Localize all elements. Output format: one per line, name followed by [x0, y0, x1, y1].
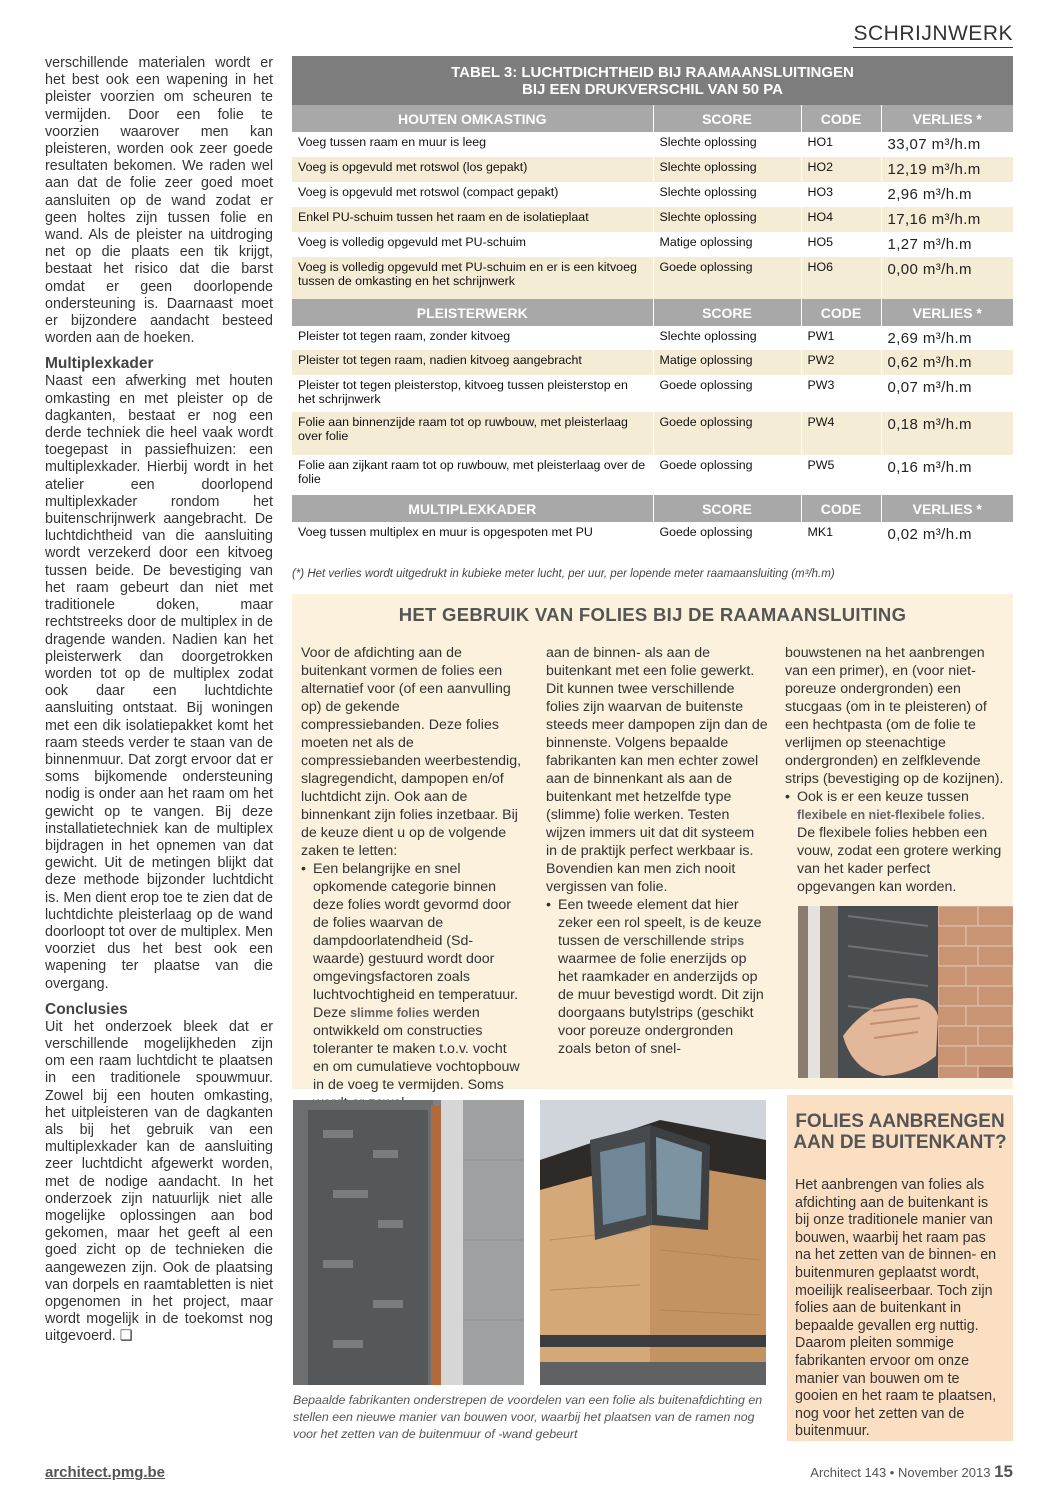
body-paragraph: verschillende materialen wordt er het best ook een wapening in het pleister voorzien om scheuren te vermijden. Door een folie te voorzien waarover men kan pleisteren, worden ook zeer goede resultaten bekomen. We raden wel aan dat de folie zeer goed moet aansluiten op de wand zodat er geen holtes zijn tussen folie en wand. Als de pleister na uitdroging net op die plaats een tik krijgt, bestaat het risico dat die barst omdat er geen doorlopende ondersteuning is. Daarnaast moet er bijzondere aandacht besteed worden aan de hoeken. — [45, 55, 273, 347]
row-loss: 0,00 m³/h.m — [881, 257, 1013, 299]
table-header-cell: CODE — [801, 105, 881, 132]
table-section-header — [292, 495, 1013, 522]
row-loss: 17,16 m³/h.m — [881, 207, 1013, 232]
row-loss: 0,02 m³/h.m — [881, 522, 1013, 546]
table-title-line2: BIJ EEN DRUKVERSCHIL VAN 50 PA — [522, 80, 783, 98]
row-loss: 12,19 m³/h.m — [881, 157, 1013, 182]
row-code: PW4 — [801, 412, 881, 455]
row-score: Goede oplossing — [653, 412, 801, 455]
page-number: 15 — [994, 1462, 1013, 1481]
row-code: PW5 — [801, 455, 881, 495]
table-section-header — [292, 299, 1013, 326]
folies-sidebar — [292, 594, 1013, 1093]
row-description: Folie aan binnenzijde raam tot op ruwbouw, met pleisterlaag over folie — [292, 412, 653, 455]
row-code: PW2 — [801, 350, 881, 375]
row-description: Voeg tussen multiplex en muur is opgespoten met PU — [292, 522, 653, 546]
table-header-cell: VERLIES * — [881, 495, 1013, 522]
table-row — [292, 182, 1013, 207]
sidebar-column-3 — [785, 644, 1007, 896]
left-column — [45, 55, 273, 1346]
foil-window-photo — [293, 1100, 524, 1385]
row-score: Slechte oplossing — [653, 207, 801, 232]
row-loss: 0,18 m³/h.m — [881, 412, 1013, 455]
row-code: HO3 — [801, 182, 881, 207]
table-row — [292, 326, 1013, 350]
foil-hand-photo — [798, 906, 1013, 1078]
table-row — [292, 257, 1013, 299]
table-header-cell: CODE — [801, 495, 881, 522]
row-loss: 2,96 m³/h.m — [881, 182, 1013, 207]
row-code: HO1 — [801, 132, 881, 157]
table-row — [292, 207, 1013, 232]
row-score: Matige oplossing — [653, 232, 801, 257]
row-code: PW3 — [801, 375, 881, 412]
row-loss: 0,16 m³/h.m — [881, 455, 1013, 495]
table-title-line1: TABEL 3: LUCHTDICHTHEID BIJ RAAMAANSLUITINGEN — [451, 64, 854, 81]
row-description: Pleister tot tegen raam, zonder kitvoeg — [292, 326, 653, 350]
box-text: Het aanbrengen van folies als afdichting aan de buitenkant is bij onze traditionele manier van bouwen, waarbij het raam pas na het zetten van de binnen- en buitenmuren geplaatst wordt, moeilijk realiseerbaar. Toch zijn folies aan de buitenkant in bepaalde gevallen erg nuttig. Daarom pleiten sommige fabrikanten ervoor om onze manier van bouwen om te gooien en het raam te plaatsen, nog voor het zetten van de buitenmuur. — [795, 1177, 997, 1440]
table-row — [292, 455, 1013, 495]
table-row — [292, 132, 1013, 157]
body-paragraph: Naast een afwerking met houten omkasting en met pleister op de dagkanten, bestaat er nog een derde techniek die heel vaak wordt toegepast in passiefhuizen: een multiplexkader. Hierbij wordt in het atelier een doorlopend multiplexkader rondom het buitenschrijnwerk aangebracht. De luchtdichtheid van die aansluiting wordt verzekerd door een kitvoeg tussen beide. De bevestiging van het raam gebeurt dan niet met traditionele doken, maar rechtstreeks door de multiplex in de dragende wanden. Nadien kan het pleisterwerk dan doorgetrokken worden tot op de multiplex zodat ook daar een luchtdichte aansluiting ontstaat. Bij woningen met een dik isolatiepakket komt het raam steeds verder te staan van de binnenmuur. Dat zorgt ervoor dat er soms bijkomende ondersteuning nodig is onder aan het raam om het gewicht op te vangen. Bij deze installatietechniek kan de multiplex bijdragen in het opnemen van dat gewicht. Uit de metingen blijkt dat deze methode bijzonder luchtdicht is. Men dient erop toe te zien dat de luchtdichte pleisterlaag op de wand doorloopt tot over de multiplex. Men voorziet dus het best ook een wapening ter plaatse van die overgang. — [45, 373, 273, 992]
table-header-cell: SCORE — [653, 105, 801, 132]
timber-house-photo — [540, 1100, 766, 1385]
row-loss: 2,69 m³/h.m — [881, 326, 1013, 350]
footer-issue: Architect 143 • November 2013 15 — [810, 1462, 1013, 1481]
table-row — [292, 522, 1013, 546]
table-header-cell: PLEISTERWERK — [292, 299, 653, 326]
row-loss: 0,62 m³/h.m — [881, 350, 1013, 375]
row-code: HO6 — [801, 257, 881, 299]
row-score: Slechte oplossing — [653, 182, 801, 207]
table-row — [292, 412, 1013, 455]
row-score: Goede oplossing — [653, 375, 801, 412]
table-header-cell: VERLIES * — [881, 299, 1013, 326]
table-row — [292, 232, 1013, 257]
subheading: Multiplexkader — [45, 355, 154, 373]
box-title: FOLIES AANBRENGEN AAN DE BUITENKANT? — [793, 1111, 1007, 1153]
table-header-cell: VERLIES * — [881, 105, 1013, 132]
table-header-cell: SCORE — [653, 299, 801, 326]
table-row — [292, 350, 1013, 375]
table-header-cell: CODE — [801, 299, 881, 326]
row-score: Matige oplossing — [653, 350, 801, 375]
sidebar-bullet: • Een tweede element dat hier zeker een rol speelt, is de keuze tussen de verschillende strips waarmee de folie enerzijds op het raamkader en anderzijds op de muur bevestigd wordt. Dit zijn doorgaans butylstrips (geschikt voor poreuze ondergronden zoals beton of snel- — [546, 896, 768, 1058]
row-description: Voeg is opgevuld met rotswol (compact gepakt) — [292, 182, 653, 207]
row-code: MK1 — [801, 522, 881, 546]
row-score: Slechte oplossing — [653, 132, 801, 157]
row-loss: 0,07 m³/h.m — [881, 375, 1013, 412]
section-label: SCHRIJNWERK — [853, 22, 1013, 48]
body-paragraph: Uit het onderzoek bleek dat er verschillende mogelijkheden zijn om een raam luchtdicht te plaatsen in een traditionele spouwmuur. Zowel bij een houten omkasting, het uitpleisteren van de dagkanten als bij het gebruik van een multiplexkader kan de aansluiting zeer luchtdicht afgewerkt worden, met de nodige aandacht. In het onderzoek zijn natuurlijk niet alle mogelijke oplossingen aan bod gekomen, maar het geeft al een goed zicht op de technieken die aangewezen zijn. Ook de plaatsing van dorpels en raamtabletten is niet opgenomen in het project, maar wordt mogelijk in de toekomst nog uitgevoerd. ❑ — [45, 1018, 273, 1345]
table-body — [292, 105, 1013, 546]
row-score: Slechte oplossing — [653, 326, 801, 350]
row-score: Goede oplossing — [653, 522, 801, 546]
airtightness-table — [292, 56, 1013, 546]
sidebar-paragraph: aan de binnen- als aan de buitenkant met een folie gewerkt. Dit kunnen twee verschillende folies zijn waarvan de buitenste steeds meer dampopen zijn dan de binnenste. Volgens bepaalde fabrikanten kan men echter zowel aan de binnenkant als aan de buitenkant met hetzelfde type (slimme) folie werken. Testen wijzen immers uit dat dit systeem in de praktijk perfect werkbaar is. Bovendien kan men zich nooit vergissen van folie. — [546, 645, 768, 895]
sidebar-column-1 — [301, 644, 524, 1112]
row-code: HO4 — [801, 207, 881, 232]
table-section-header — [292, 105, 1013, 132]
table-row — [292, 375, 1013, 412]
folies-buitenkant-box — [787, 1095, 1013, 1441]
table-header-cell: SCORE — [653, 495, 801, 522]
row-description: Voeg is opgevuld met rotswol (los gepakt) — [292, 157, 653, 182]
photo-caption: Bepaalde fabrikanten onderstrepen de voordelen van een folie als buitenafdichting en stellen een nieuwe manier van bouwen voor, waarbij het plaatsen van de ramen nog voor het zetten van de buitenmuur of -wand gebeurt — [293, 1393, 763, 1441]
sidebar-paragraph: bouwstenen na het aanbrengen van een primer), en (voor niet-poreuze ondergronden) een stucgaas (om in te pleisteren) of een hechtpasta (om de folie te verlijmen op steenachtige ondergronden) en zelfklevende strips (bevestiging op de kozijnen). — [785, 645, 1004, 787]
row-code: PW1 — [801, 326, 881, 350]
row-code: HO2 — [801, 157, 881, 182]
sidebar-column-2 — [546, 644, 768, 1058]
row-score: Goede oplossing — [653, 455, 801, 495]
row-code: HO5 — [801, 232, 881, 257]
table-header-cell: HOUTEN OMKASTING — [292, 105, 653, 132]
table-title — [292, 56, 1013, 105]
sidebar-paragraph: Voor de afdichting aan de buitenkant vormen de folies een alternatief voor (of een aanvulling op) de gekende compressiebanden. Deze folies moeten net als de compressiebanden weerbestendig, slagregendicht, dampopen en/of luchtdicht zijn. Ook aan de binnenkant zijn folies inzetbaar. Bij de keuze dient u op de volgende zaken te letten: — [301, 645, 522, 859]
row-description: Folie aan zijkant raam tot op ruwbouw, met pleisterlaag over de folie — [292, 455, 653, 495]
row-score: Slechte oplossing — [653, 157, 801, 182]
table-footnote: (*) Het verlies wordt uitgedrukt in kubieke meter lucht, per uur, per lopende meter raamaansluiting (m³/h.m) — [292, 568, 835, 580]
sidebar-bullet: • Ook is er een keuze tussen flexibele en niet-flexibele folies. De flexibele folies hebben een vouw, zodat een grotere werking van het kader perfect opgevangen kan worden. — [785, 788, 1007, 896]
row-loss: 1,27 m³/h.m — [881, 232, 1013, 257]
sidebar-title: HET GEBRUIK VAN FOLIES BIJ DE RAAMAANSLUITING — [398, 604, 907, 625]
row-description: Voeg is volledig opgevuld met PU-schuim — [292, 232, 653, 257]
row-description: Pleister tot tegen raam, nadien kitvoeg aangebracht — [292, 350, 653, 375]
subheading: Conclusies — [45, 1000, 128, 1018]
row-loss: 33,07 m³/h.m — [881, 132, 1013, 157]
row-description: Pleister tot tegen pleisterstop, kitvoeg tussen pleisterstop en het schrijnwerk — [292, 375, 653, 412]
footer-url[interactable]: architect.pmg.be — [45, 1464, 166, 1481]
sidebar-bullet: • Een belangrijke en snel opkomende categorie binnen deze folies wordt gevormd door de folies waarvan de dampdoorlatendheid (Sd-waarde) gestuurd wordt door omgevingsfactoren zoals luchtvochtigheid en temperatuur. Deze slimme folies werden ontwikkeld om constructies toleranter te maken t.o.v. vocht en om cumulatieve vochtopbouw in de voeg te vermijden. Soms — [301, 860, 524, 1112]
table-header-cell: MULTIPLEXKADER — [292, 495, 653, 522]
row-description: Voeg tussen raam en muur is leeg — [292, 132, 653, 157]
row-score: Goede oplossing — [653, 257, 801, 299]
table-row — [292, 157, 1013, 182]
row-description: Voeg is volledig opgevuld met PU-schuim en er is een kitvoeg tussen de omkasting en het schrijnwerk — [292, 257, 653, 299]
row-description: Enkel PU-schuim tussen het raam en de isolatieplaat — [292, 207, 653, 232]
